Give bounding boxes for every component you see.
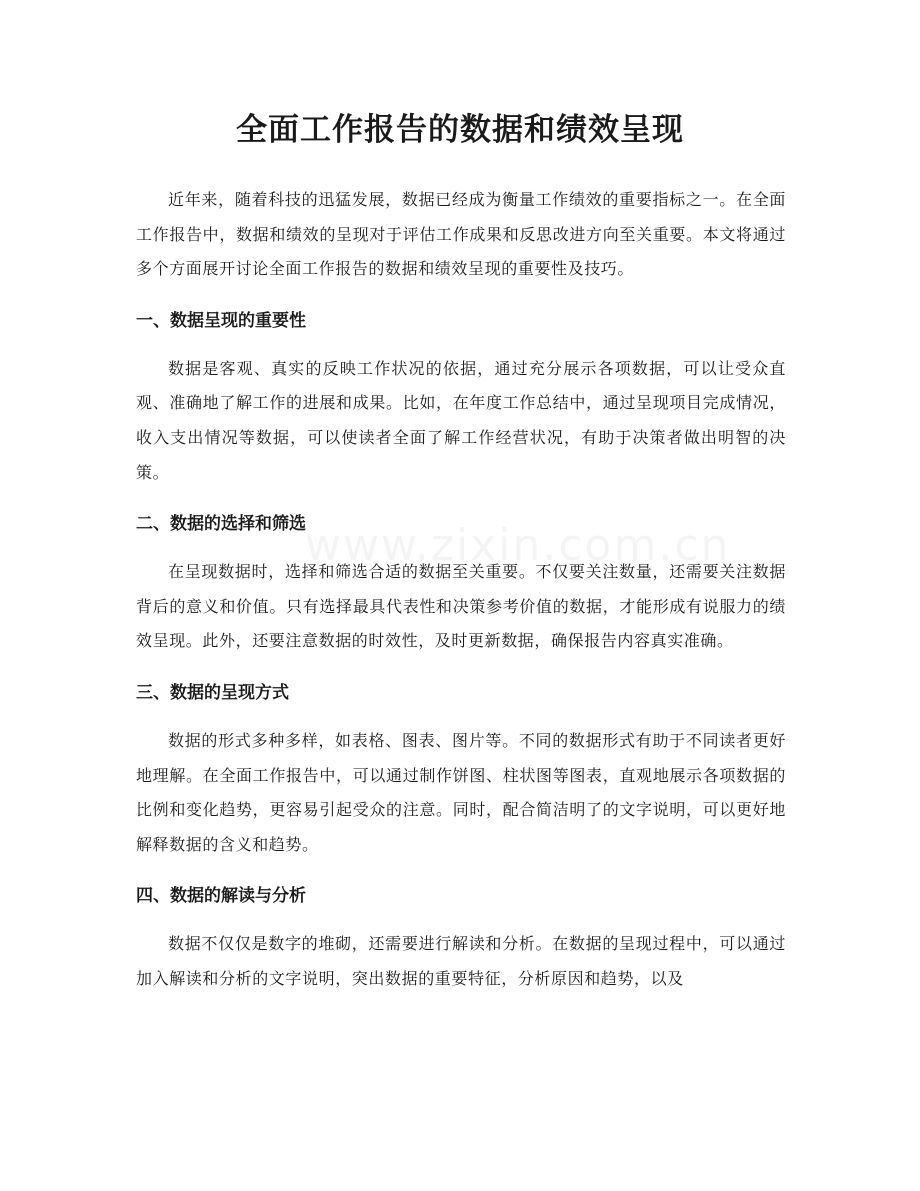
intro-paragraph: 近年来，随着科技的迅猛发展，数据已经成为衡量工作绩效的重要指标之一。在全面工作报告中，数据和绩效的呈现对于评估工作成果和反思改进方向至关重要。本文将通过多个方面展开讨论全面工作报告的数据和绩效呈现的重要性及技巧。 [136,190,786,279]
section-heading-4: 四、数据的解读与分析 [136,886,306,907]
document-title: 全面工作报告的数据和绩效呈现 [236,112,684,148]
section-paragraph-3: 数据的形式多种多样，如表格、图表、图片等。不同的数据形式有助于不同读者更好地理解。在全面工作报告中，可以通过制作饼图、柱状图等图表，直观地展示各项数据的比例和变化趋势，更容易引起受众的注意。同时，配合简洁明了的文字说明，可以更好地解释数据的含义和趋势。 [136,730,786,854]
section-heading-3: 三、数据的呈现方式 [136,682,289,703]
section-paragraph-2: 在呈现数据时，选择和筛选合适的数据至关重要。不仅要关注数量，还需要关注数据背后的意义和价值。只有选择最具代表性和决策参考价值的数据，才能形成有说服力的绩效呈现。此外，还要注意数据的时效性，及时更新数据，确保报告内容真实准确。 [136,562,786,651]
document-body [136,183,786,997]
section-heading-1: 一、数据呈现的重要性 [136,310,306,331]
section-paragraph-1: 数据是客观、真实的反映工作状况的依据，通过充分展示各项数据，可以让受众直观、准确地了解工作的进展和成果。比如，在年度工作总结中，通过呈现项目完成情况，收入支出情况等数据，可以使读者全面了解工作经营状况，有助于决策者做出明智的决策。 [136,358,786,482]
section-paragraph-4: 数据不仅仅是数字的堆砌，还需要进行解读和分析。在数据的呈现过程中，可以通过加入解读和分析的文字说明，突出数据的重要特征，分析原因和趋势，以及 [136,934,786,988]
section-heading-2: 二、数据的选择和筛选 [136,514,306,535]
